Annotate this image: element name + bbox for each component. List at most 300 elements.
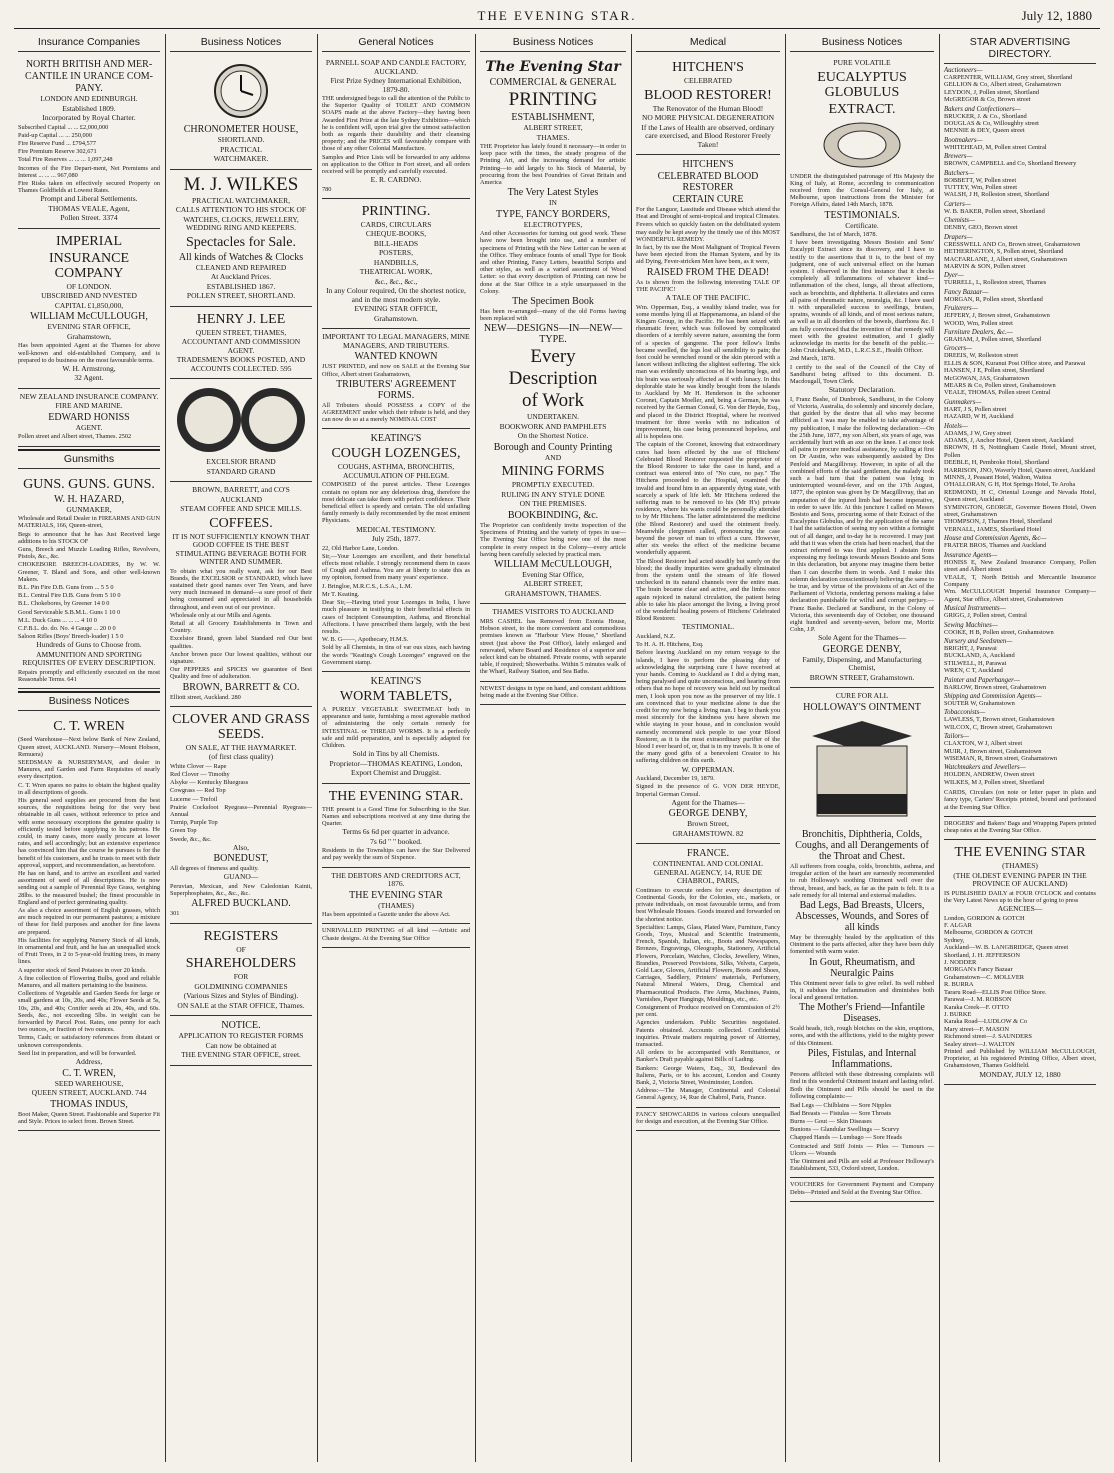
advert-line: All sufferers from coughs, colds, bronchitis, asthma, and irregular action of the heart are earnestly recommended to rub Holloway's soothing Ointment well over the throat, breast, and back, as far as the pain is felt. It is a safe remedy for all internal and external maladies.: [790, 862, 934, 899]
directory-entry: BUCKLAND, A, Auckland: [944, 652, 1015, 660]
advert-line: Fire Risks taken on effectively secured Property on Thames Goldfields at Lowest Rates.: [18, 179, 160, 195]
advert-block: [790, 1178, 934, 1201]
advert-block: [322, 199, 470, 330]
directory-entry: Wm. McCULLOUGH Imperial Insurance Company—Agent, Star office, Albert street, Grahamstown: [944, 588, 1096, 603]
directory-entry: BRIGHT, J, Parawai: [944, 644, 997, 652]
agency-entry: Karaka Creek—F. OTTO: [944, 1003, 1009, 1011]
advert-line: He has on hand, and to arrive an excellent and varied assortment of seed of all descriptions. He is now sending out a sample of Perennial Rye Grass, weighing 28lbs. to the measured bushel; the finest procurable in England and of perfect germinating quality.: [18, 869, 160, 906]
advert-line: (THAMES): [378, 900, 414, 910]
advert-line: Has been appointed a Gazette under the above Act.: [322, 911, 451, 919]
directory-category: Hotels—: [944, 422, 968, 430]
advert-line: POSTERS,: [379, 248, 413, 258]
advert-line: CURE FOR ALL: [835, 691, 889, 701]
advert-line: TRADESMEN'S BOOKS POSTED, AND ACCOUNTS COLLECTED. 595: [176, 355, 306, 373]
directory-entry: HETHERINGTON, S, Pollen street, Shortland: [944, 248, 1064, 256]
advert-line: THE undersigned begs to call the attention of the Public to the Superior Quality of TOILET AND COMMON SOAPS made at the above Factory—they having been Awarded First Prize at the late Sydney Exhibition—which he is confident will, upon trial give the utmost satisfaction both as regards their durability and their cleansing property; and the PRICES will favourably compare with those of any other Colonial Manufacture.: [322, 95, 470, 153]
advert-block: [480, 55, 626, 604]
directory-entry: MARVIN & SON, Pollen street: [944, 262, 1026, 270]
advert-line: All kinds of Watches & Clocks: [178, 251, 304, 263]
advert-line: W. H. Armstrong,: [62, 363, 116, 373]
advert-line: May be thoroughly healed by the application of this Ointment to the parts affected, after they have been duly fomented with warm water.: [790, 934, 934, 956]
advert-line: NEW ZEALAND INSURANCE COMPANY.: [19, 391, 159, 401]
advert-line: MEDICAL TESTIMONY.: [356, 524, 436, 534]
note-text: DROGERS' and Bakers' Bags and Wrapping Papers printed cheap rates at the Evening Star Office.: [944, 819, 1096, 835]
advert-line: Fevers which so quickly fasten on the debilitated system may easily be kept away by the timely use of this MOST WONDERFUL REMEDY.: [636, 221, 780, 243]
directory-entry: BRUCKER, J. & Co., Shortland: [944, 112, 1027, 120]
advert-block: [18, 55, 160, 229]
advert-line: FRANCE.: [687, 848, 729, 860]
advert-line: Total Fire Reserves ... ... ... 1,097,248: [18, 156, 113, 164]
advert-line: As also a choice assortment of English grasses, which are much required in our permanent pastures; a mixture of these for field purposes and another for fine lawns are prepared.: [18, 906, 160, 936]
advert-line: C. T. WREN,: [62, 1067, 116, 1079]
advert-line: In fact, by its use the Most Malignant of Tropical Fevers have been ejected from the Human System, and by its aid Dying, Fever-stricken Men have been, as it were,: [636, 244, 780, 266]
directory-entry: CLAXTON, W J, Albert street: [944, 740, 1023, 748]
advert-line: Certificate.: [845, 220, 879, 230]
advert-line: IT IS NOT SUFFICIENTLY KNOWN THAT GOOD COFFEE IS THE BEST STIMULATING BEVERAGE BOTH FOR WINTER AND SUMMER.: [172, 531, 310, 566]
advert-line: Samples and Price Lists will be forwarded to any address on application to the Office in Fort street, and all orders received will be promptly and carefully executed.: [322, 153, 470, 176]
advert-block: [480, 604, 626, 681]
advert-line: 2nd March, 1878.: [790, 355, 835, 363]
directory-category: Shipping and Commission Agents—: [944, 692, 1042, 700]
advert-line: J. Bringloe, M.R.C.S., L.S.A., L.M.: [322, 582, 413, 590]
advert-line: To H. A. H. Hitchens, Esq.: [636, 641, 704, 649]
directory-entry: WOOD, Wm, Pollen street: [944, 319, 1013, 327]
advert-line: Bad Breasts — Fistulas — Sore Throats: [790, 1109, 891, 1117]
advert-line: AGENT.: [75, 422, 103, 432]
directory-entry: WHITEHEAD, M, Pollen street Central: [944, 143, 1047, 151]
advert-line: PRACTICAL WATCHMAKER,: [192, 195, 290, 205]
advert-line: Agencies undertaken. Public Securities negotiated. Patents obtained. Accounts collected. Confidential inquiries. Private matters requiring power of Attorney, transacted.: [636, 1019, 780, 1048]
directory-entry: BOBBETT, W, Pollen street: [944, 176, 1017, 184]
advert-line: THEATRICAL WORK,: [359, 267, 433, 277]
advert-line: BOOKBINDING, &c.: [507, 509, 599, 521]
advert-line: A TALE OF THE PACIFIC.: [665, 293, 751, 303]
advert-line: BROWN, BARRETT, and CO'S: [192, 485, 290, 494]
advert-line: 32 Agent.: [74, 373, 104, 383]
advert-line: The Mother's Friend—Infantile Diseases.: [799, 1002, 925, 1025]
column-business-3: [786, 34, 938, 1462]
advert-line: The Proprietor can confidently invite inspection of the Specimens of Printing and the variety of types in use—The Evening Star Office being now one of the most complete in every respect in the Colony—every article having been carefully selected by practical men.: [480, 521, 626, 558]
directory-entry: VERNALL, JAMES, Shortland Hotel: [944, 525, 1042, 533]
advert-line: STANDARD GRAND: [206, 466, 276, 476]
directory-entry: WILCOX, C, Brown street, Grahamstown: [944, 723, 1053, 731]
advert-line: NEW—DESIGNS—IN—NEW—TYPE.: [483, 323, 623, 346]
advert-line: Scald heads, itch, rough blotches on the skin, eruptions, sores, and with the afflictions, yield to the mighty power of this Ointment.: [790, 1025, 934, 1047]
directory-note: [944, 817, 1096, 840]
advert-line: Elliott street, Auckland. 280: [170, 693, 241, 701]
advert-line: Prairie Cocksfoot Ryegrass—Perennial Ryegrass—Annual: [170, 803, 312, 818]
advert-line: B.L. Central Fire D.B. Guns from 5 10 0: [18, 592, 121, 600]
advert-line: Guns, Breech and Muzzle Loading Rifles, Revolvers, Pistols, &c., &c.: [18, 545, 160, 561]
advert-line: Bankers: George Waters, Esq., 30, Boulevard des Italiens, Paris, or to his account, London and County Bank, 2, Victoria Street, Westminster, London.: [636, 1064, 780, 1087]
advert-line: Pollen Street. 3374: [60, 213, 118, 223]
directory-entry: STILWELL, H, Parawai: [944, 659, 1007, 667]
advert-line: The Specimen Book: [512, 296, 594, 308]
advert-line: IN: [549, 198, 557, 208]
advert-line: This Ointment never fails to give relief. Its well rubbed in, it subdues the inflammation and diminishes both local and general irritation.: [790, 979, 934, 1002]
directory-entry: REDMOND, H C, Oriental Lounge and Nevada Hotel, Queen street, Auckland: [944, 488, 1096, 504]
advert-line: CONTINENTAL AND COLONIAL GENERAL AGENCY, 14, RUE DE CHABROL, PARIS,: [653, 859, 763, 886]
advert-line: HOLLOWAY'S OINTMENT: [803, 701, 921, 713]
advert-line: Sold in Tins by all Chemists.: [352, 749, 440, 759]
advert-line: COUGH LOZENGES,: [331, 446, 461, 462]
directory-category: Gunmakers—: [944, 398, 982, 406]
advert-line: Can now be obtained at: [205, 1040, 277, 1050]
directory-entry: MENNIE & DEY, Queen street: [944, 127, 1025, 135]
advert-line: TESTIMONIALS.: [824, 209, 900, 221]
directory-category: Bootmakers—: [944, 136, 983, 144]
advert-line: GUNMAKER,: [66, 504, 112, 514]
directory-category: Sewing Machines—: [944, 621, 998, 629]
advert-line: WORM TABLETS,: [339, 688, 453, 704]
advert-line: HITCHEN'S: [672, 60, 744, 75]
advert-line: PANY.: [75, 83, 103, 94]
footer-published: IS PUBLISHED DAILY at FOUR O'CLOCK and contains the Very Latest News up to the hour of going to press: [944, 889, 1096, 904]
advert-line: PROMPTLY EXECUTED.: [511, 480, 595, 490]
agency-entry: MORGAN's Fancy Bazaar: [944, 966, 1013, 974]
advert-line: Collections of Vegetable and Garden Seeds for large or small gardens at 10s, 20s, and 40s; Flower Seeds at 5s, 10s, 20s, and 40s; Conifer seeds at 20s, 40s, and 60s. Seeds, &c., not exceeding 5lbs. in weight can be forwarded by Parcel Post. Rates, one penny for each two ounces, or fraction of two ounces.: [18, 990, 160, 1034]
advert-line: Fire Reserve Fund ... £794,577: [18, 139, 97, 147]
advert-line: Also,: [232, 842, 250, 852]
advert-line: JUST PRINTED, and now on SALE at the Evening Star Office, Albert street Grahamstown,: [322, 363, 470, 378]
directory-entry: COOKE, H B, Pollen street, Grahamstown: [944, 628, 1054, 636]
directory-entry: FRATER BROS, Thames and Auckland: [944, 542, 1047, 550]
directory-entry: WREN, C T, Auckland: [944, 667, 1003, 675]
advert-line: SHAREHOLDERS: [185, 956, 297, 972]
advert-line: COFFEES.: [209, 515, 273, 531]
advert-line: Sold by all Chemists, in tins of var ous sizes, each having the words "Keating's Cough Lozenges" engraved on the Government stamp.: [322, 644, 470, 666]
advert-line: PRINTING: [508, 89, 598, 110]
agency-entry: Shortland, J. H. JEFFERSON: [944, 951, 1020, 959]
directory-category: Grocers—: [944, 345, 973, 353]
directory-category: Dyer—: [944, 272, 964, 280]
advert-line: AMMUNITION AND SPORTING REQUISITES OF EVERY DESCRIPTION.: [22, 649, 156, 668]
directory-entry: SOUTER W, Grahamstown: [944, 699, 1015, 707]
advert-line: The captain of the Coronet, knowing that extraordinary cures had been effected by the use of Hitchens' Celebrated Blood Restorer requested the proprietor of the Blood Restorer to take the case in hand, and a contract was entered into of "No cure, no pay." The Hitchens proceeded to the Hospital, examined the invalid and found him in an apparently dying state, with scarcely a spark of life left. Mr Hitchens ordered the suffering man to be removed to his (Mr H's) private residence, where his wants could be personally attended to by Mr Hitchens. The latter administered the medicine (the Blood Restorer) and used the ointment freely. Meanwhile clergymen called, pronouncing the case beyond the power of man to effect a cure. However, after six weeks the effect of the medicine became wonderfully apparent.: [636, 441, 780, 557]
advert-line: Sole Agent for the Thames—: [818, 633, 906, 643]
advert-line: Cowgrass — Red Top: [170, 787, 226, 795]
advert-line: Every: [530, 346, 576, 368]
advert-line: PRINTING.: [361, 203, 431, 219]
advert-line: OF: [236, 944, 246, 954]
advert-block: [170, 55, 312, 170]
advert-line: Dear Sir,—Having tried your Lozenges in India, I have much pleasure in testifying to their beneficial effects in cases of Incipient Consumption, Asthma, and Bronchial Affections. I have prescribed them largely, with the best results.: [322, 599, 470, 635]
advert-line: QUEEN STREET, THAMES,: [195, 327, 287, 337]
advert-line: UNRIVALLED PRINTING of all kind —Artistic and Chaste designs. At the Evening Star Office: [322, 927, 470, 942]
advert-line: BROWN, BARRETT & CO.: [182, 681, 300, 693]
advert-line: CHRONOMETER HOUSE,: [183, 124, 299, 135]
advert-line: PARNELL SOAP AND CANDLE FACTORY, AUCKLAND.: [325, 58, 467, 76]
advert-block: [322, 55, 470, 199]
advert-line: UNDERTAKEN.: [526, 412, 580, 422]
advert-line: WATCHES, CLOCKS, JEWELLERY, WEDDING RING AND KEEPERS.: [183, 214, 299, 232]
advert-line: His facilities for supplying Nursery Stock of all kinds, in ornamental and fruit, and he has an unequalled stock of Fruit Trees, in 2 to 5-year-old fruiting trees, in many lines.: [18, 936, 160, 966]
advert-line: Contracted and Stiff Joints — Piles — Tumours — Ulcers — Wounds: [790, 1142, 934, 1157]
directory-entry: MORGAN, R, Pollen street, Shortland: [944, 295, 1043, 303]
advert-line: M. J. WILKES: [183, 173, 299, 195]
advert-line: THOMAS INDUS,: [50, 1098, 128, 1110]
advert-line: GUANO—: [223, 872, 259, 882]
advert-line: CAPITAL £1,850,000,: [54, 300, 124, 310]
advert-line: Excelsior Brand, green label Standard red Our best qualities.: [170, 635, 312, 650]
advert-line: PRACTICAL: [220, 144, 262, 154]
advert-line: Specialties: Lamps, Glass, Plated Ware, Furniture, Fancy Goods, Toys, Musical and Scientific Instruments, French, Spanish, Italian, etc., Boots and Newspapers, Bronzes, Engravings, Oleographs, Stationery, Artificial Flowers, Porcelain, Watches, Clocks, Jewellery, Wines, Brandies, Preserved Provisions, Silks, Velvets, Carpets, Gold Lace, Gloves, Artificial Flowers, Boots and Shoes, Carriages, Saddlery, Printers' materials, Perfumery, Natural Mineral Waters, Drug, Chemical and Pharmaceutical Products. Fire Arms, Machines, Paints, Varnishes, Paper Hangings, Mouldings, etc., etc.: [636, 923, 780, 1003]
agency-entry: Mary street—F. MASON: [944, 1025, 1009, 1033]
advert-line: Borough and County Printing: [493, 441, 613, 453]
advert-line: Bunions — Glandular Swellings — Scurvy: [790, 1126, 900, 1134]
advert-line: Address,: [75, 1057, 103, 1067]
advert-line: A PURELY VEGETABLE SWEETMEAT both in appearance and taste, furnishing a most agreeable method of administering the only certain remedy for INTESTINAL or THREAD WORMS. It is a perfectly safe and mild preparation, and is especially adapted for Children.: [322, 705, 470, 749]
column-insurance: [14, 34, 164, 1462]
advert-line: The Blood Restorer had acted steadily but surely on the blood; the deadly impurities were gradually eliminated from the system until the stream of life flowed unchecked in its natural channels over the entire man. The brain became clear and active, and the limbs once again rejoiced in natural circulation, the patient being able to take his place amongst the living, a living proof of the wonderful healing powers of Hitchens' Celebrated Blood Restorer.: [636, 557, 780, 623]
directory-entry: SYMINGTON, GEORGE, Governor Bowen Hotel, Owen street, Grahamstown: [944, 503, 1096, 519]
advert-block: [636, 1108, 780, 1131]
advert-line: PURE VOLATILE: [833, 58, 891, 67]
advert-line: Lucerne — Trefoil: [170, 795, 218, 803]
advert-line: WANTED KNOWN: [354, 351, 438, 363]
advert-line: Good Serviceable S.B.M.L. Guns 1 10 0: [18, 608, 121, 616]
directory-entry: GRAHAM, J, Pollen street, Shortland: [944, 335, 1042, 343]
advert-line: ESTABLISHMENT,: [511, 112, 595, 123]
advert-line: Bad Legs, Bad Breasts, Ulcers, Abscesses, Wounds, and Sores of all kinds: [795, 900, 929, 933]
advert-line: WILLIAM McCULLOUGH,: [30, 311, 148, 323]
advert-line: FANCY SHOWCARDS in various colours unequalled for design and execution, at the Evening Star Office.: [636, 1110, 780, 1125]
advert-line: Before leaving Auckland on my return voyage to the islands, I have to perform the pleasing duty of acknowledging the surprising cure I have received at your hands. Coming to Auckland as I did a dying man, being paralysed and quite unconscious, and hearing from others that no hope of recovery was held out by medical men, I look upon you now as the preserver of my life. I am convinced that to your medicine alone is due the credit for my now being a living man. I beg to thank you most sincerely for the kindness you have shown me while staying in your house, and in conclusion would earnestly recommend sick people to use your Blood Restorer, as it is the most extraordinary purifier of the blood I ever heard of, or, that is in my travels. It is one of the many good gifts of a benevolent Creator to his suffering children on this earth.: [636, 649, 781, 765]
advert-line: LONDON AND EDINBURGH.: [40, 94, 138, 103]
directory-category: Drapers—: [944, 233, 973, 241]
directory-category: Tailors—: [944, 733, 970, 741]
directory-entry: DENBY, GEO, Brown street: [944, 224, 1018, 232]
advert-line: Both the Ointment and Pills should be used in the following complaints:—: [790, 1086, 934, 1101]
agency-entry: R. BURRA: [944, 981, 974, 989]
advert-line: CANTILE IN URANCE COM-: [24, 71, 154, 82]
agency-entry: Tararu Road—ELLIS Post Office Store.: [944, 988, 1047, 996]
advert-line: 780: [322, 185, 332, 193]
directory-entry: ADAMS, J W, Grey street: [944, 429, 1012, 437]
directory-entry: MACFARLANE, J, Albert street, Grahamstown: [944, 255, 1067, 263]
advert-line: Brown Street,: [687, 819, 729, 829]
directory-entry: WISEMAN, R, Brown street, Grahamstown: [944, 755, 1058, 762]
advert-line: Agent for the Thames—: [671, 797, 745, 807]
column-header: Business Notices: [790, 34, 934, 52]
advert-line: Wm. Opperman, Esq., a wealthy island trader, was for some months lying ill at Happenamoma, an island of the Kingsm Group, in the Pacific. He has been seized with rheumatic fever, which was followed by complicated disorders of a terribly severe nature, assuming the form of a species of gangrene. The poor fellow's limbs became swelled, the legs lost all sensibility to pain; the foot could be wrenched round or the skin pierced with a lancet without inflicting the slightest suffering. The sick man was evidently unconscious of his bearing legs, and his brain was seriously affected as if with lunacy. In this deplorable state he was kindly brought from the islands to Auckland by Mr H. Henderson in the schooner Coronet, Captain Moeller, and, being a German, he was received by the German Consul, G. Von der Heyde, Esq., and placed in the District Hospital, where he received treatment for three weeks with no indication of improvement, his case being pronounced hopeless, and all is hopeless one.: [636, 303, 780, 441]
coffee-brand-badges-icon: [171, 385, 311, 455]
advert-line: July 25th, 1877.: [371, 534, 421, 544]
holloways-ointment-pot-icon: [802, 716, 922, 826]
directory-category: Carters—: [944, 200, 971, 208]
advert-line: ALBERT STREET,: [523, 579, 583, 589]
advert-line: Proprietor—THOMAS KEATING, London,: [329, 758, 463, 768]
advert-line: A superior stock of Seed Potatoes in over 20 kinds.: [18, 966, 147, 974]
advert-line: Seed list in preparation, and will be forwarded.: [18, 1049, 137, 1057]
directory-entry: HANSEN, J E, Pollen street, Shortland: [944, 367, 1045, 375]
advert-line: ELECTROTYPES,: [523, 219, 583, 229]
column-header: STAR ADVERTISING DIRECTORY.: [944, 34, 1096, 64]
directory-entry: ADAMS, J, Anchor Hotel, Queen street, Auckland: [944, 437, 1074, 444]
advert-line: Auckland, N.Z.: [636, 632, 676, 640]
advert-line: W. H. HAZARD,: [54, 493, 124, 505]
advert-line: INSURANCE COMPANY: [48, 250, 130, 281]
advert-line: Export Chemist and Druggist.: [351, 768, 441, 778]
advert-line: Continues to execute orders for every description of Continental Goods, for the Colonies, etc., markets, or private individuals, on most favourable terms, and from best Wholesale Houses. Goods insured and forwarded on the shortest notice.: [636, 886, 780, 923]
agency-entry: J. BURKE: [944, 1010, 972, 1018]
advert-line: BOOKWORK AND PAMPHLETS: [499, 421, 607, 431]
directory-entry: TURRELL, L, Rolleston street, Thames: [944, 279, 1047, 287]
advert-line: Has been appointed Agent at the Thames for above well-known and old-established Company, and is prepared to do business on the most favourable terms.: [18, 342, 160, 364]
advert-line: Begs to announce that he has Just Received large additions to his STOCK OF: [18, 530, 160, 545]
advert-line: Bronchitis, Diphtheria, Colds, Coughs, and all Derangements of the Throat and Chest.: [795, 828, 929, 862]
advert-line: M.L. Duck Guns ... ... ... 4 10 0: [18, 616, 97, 624]
advert-line: STEAM COFFEE AND SPICE MILLS.: [180, 504, 302, 513]
advert-line: Statutory Declaration.: [828, 385, 896, 395]
advert-line: SEED WAREHOUSE,: [54, 1078, 124, 1088]
footer-agencies: AGENCIES—: [997, 904, 1043, 914]
advert-line: ON SALE at the STAR OFFICE, Thames.: [177, 1000, 305, 1010]
advert-line: CHEQUE-BOOKS,: [365, 229, 427, 239]
column-header: Medical: [636, 34, 780, 52]
advert-line: White Clover — Rape: [170, 762, 227, 770]
advert-line: E. R. CARDNO.: [370, 175, 422, 185]
advert-line: &c., &c., &c.,: [374, 276, 418, 286]
advert-line: Sandhurst, the 1st of March, 1878.: [790, 231, 878, 239]
advert-line: W. OPPERMAN.: [681, 764, 735, 774]
advert-line: NORTH BRITISH AND MER-: [25, 59, 153, 70]
advert-line: If the Laws of Health are observed, ordinary care exercised, and Blood Restorer Freely Taken!: [641, 122, 775, 149]
directory-category: Nursery and Seedsmen—: [944, 637, 1013, 645]
directory-entry: MINNS, J, Peasant Hotel, Walton, Waitoa: [944, 474, 1052, 482]
advert-line: THAMES.: [536, 132, 570, 142]
advert-line: A fine collection of Flowering Bulbs, good and reliable Manures, and all matters pertaining to the business.: [18, 974, 160, 989]
advert-line: GOLDMINING COMPANIES: [194, 981, 288, 991]
directory-entry: HONISS E, New Zealand Insurance Company, Pollen street and Albert street: [944, 558, 1096, 574]
directory-entry: ELLIS & SON, Kuranui Post Office store, and Parawai: [944, 359, 1086, 367]
advert-line: THE present is a Good Time for Subscribing to the Star. Names and subscriptions received at any time during the Quarter.: [322, 805, 470, 828]
directory-category: Bakers and Confectioners—: [944, 105, 1021, 113]
advert-line: All degrees of fineness and quality.: [170, 865, 259, 873]
advert-line: Retail at all Grocery Establishments in Town and Country.: [170, 619, 312, 635]
advert-line: 22, Old Harbor Lane, London.: [322, 544, 399, 552]
advert-line: SEEDSMAN & NURSERYMAN, and dealer in Manures, and Garden and Farm Requisites of nearly every description.: [18, 758, 160, 781]
agency-entry: Richmond street—J. SAUNDERS: [944, 1033, 1032, 1041]
advert-line: BILL-HEADS: [373, 238, 419, 248]
advert-line: Turnip, Purple Top: [170, 819, 218, 827]
advert-line: Residents in the Townships can have the Star Delivered and pay weekly the sum of Sixpence.: [322, 847, 470, 862]
advert-line: IMPERIAL: [55, 233, 123, 249]
advert-block: [170, 482, 312, 707]
royal-seal-icon: [817, 120, 907, 170]
advert-line: Sir,—Your Lozenges are excellent, and their beneficial effects most reliable. I strongly recommend them in cases of Cough and Asthma. You are at liberty to state this as my opinion, formed from many years' experience.: [322, 552, 470, 582]
column-header: Business Notices: [170, 34, 312, 52]
advert-line: C. T. Wren spares no pains to obtain the highest quality in all descriptions of goods.: [18, 781, 160, 796]
advert-block: [170, 170, 312, 307]
publication-footer: [944, 840, 1096, 1085]
note-text: CARDS, Circulars (on note or letter paper in plain and fancy type, Carters' Receipts printed, bound and perforated at the Evening Star Office.: [944, 789, 1096, 811]
advert-line: Signed in the presence of G. VON DER HEYDE, Imperial German Consul.: [636, 783, 780, 798]
directory-entry: GRIGG, J, Pollen street, Central: [944, 612, 1027, 620]
advert-line: And other Accessories for turning out good work. These have now been brought into use, and a number of specimens of Printing with the New Letter can be seen at the Office. They embrace founts of small Type for Book and other Printing, Fancy Letters, beautiful Scripts and other styles, as well as a varied assortment of Wood Letter: so that every description of Printing can now be done at the Star Office in a style unsurpassed in the Colony.: [480, 230, 626, 295]
advert-line: HENRY J. LEE: [196, 311, 286, 327]
advert-block: [170, 307, 312, 380]
advert-line: Burns — Gout — Skin Diseases: [790, 1118, 872, 1126]
directory-category: Watchmakers and Jewellers—: [944, 764, 1026, 772]
advert-line: POLLEN STREET, SHORTLAND.: [186, 291, 296, 300]
advert-line: Peruvian, Mexican, and New Caledonian Kainit, Superphosphates, &c., &c., &c.: [170, 882, 312, 898]
advert-line: UBSCRIBED AND NVESTED: [41, 291, 137, 301]
agency-entry: Auckland—W. B. LANGBRIDGE, Queen street: [944, 944, 1069, 952]
advert-line: KEATING'S: [370, 433, 422, 445]
advert-line: All Tributers should POSSESS a COPY of the AGREEMENT under which their tribute is held, and they can now do so at a merely NOMINAL COST: [322, 401, 470, 424]
agency-entry: Grahamstown—C. MOLLVER: [944, 973, 1024, 981]
advert-line: CERTAIN CURE: [672, 194, 744, 205]
footer-oldest: (THE OLDEST EVENING PAPER IN THE PROVINCE OF AUCKLAND): [953, 870, 1087, 889]
directory-entry: CARPENTER, WILLIAM, Grey street, Shortland: [944, 74, 1073, 81]
advert-line: Incorporated by Royal Charter.: [42, 113, 136, 122]
advert-line: The Very Latest Styles: [507, 187, 599, 199]
directory-entry: WALSH, J H, Rolleston street, Shortland: [944, 191, 1050, 199]
advert-line: I certify to the seal of the Council of the City of Sandhurst being affixed to this document. D. Macdougall, Town Clerk.: [790, 363, 934, 386]
advert-line: BLOOD RESTORER!: [644, 87, 772, 103]
advert-line: I, Franz Bashe, of Dunbrook, Sandhurst, in the Colony of Victoria, Australia, do solemnly and sincerely declare, that guided by the desire that all who may become afflicted as I was may be enabled to take advantage of my publication, I make the following declaration:—On the 25th June, 1877, my son Albert, six years of age, was accidentally hurt with an axe on the knee. I at once took all pains to procure medical assistance, by calling at first on Dr Austin, who was subsequently assisted by Drs Penfold and Macgillivray. However, in spite of all the combined efforts of the said gentlemen, the malady took such a bad turn that the patient was lying in uninterrupted wound-fever, and on the 17th August, 1877, the opinion was given by Dr Macgillivray, that an amputation of the injured limb had become imperative, in order to save life. At this juncture I called on Messrs Bosisto and Sons, procuring some of their Extract of the Eucalyptus Globulus, and by the application of the same I had the satisfaction of seeing my son within a fortnight out of all danger, and to-day he is recovered. I may just add that it was when the crisis had been reached, that the extract referred to was first applied. I abstain from expressing my feelings towards Messrs Bosisto and Sons in this declaration, but anyone may imagine them better than I can describe them in words. And I make this solemn declaration conscientiously believing the same to be true, and by virtue of the provisions of an Act of the Parliament of Victoria, rendering persons making a false declaration punishable for wilful and corrupt perjury.—Franz Bashe. Declared at Sandhurst, in the Colony of Victoria, this seventeenth day of October, one thousand eight hundred and seventy-seven, before me, Moritz Cohn, J.P.: [790, 395, 934, 634]
directory-entry: LEYDON, J, Pollen street, Shortland: [944, 88, 1039, 96]
advert-line: Address:—The Manager, Continental and Colonial General Agency, 14, Rue de Chabrol, Paris, France.: [636, 1087, 780, 1102]
column-directory: [940, 34, 1100, 1462]
advert-line: Hundreds of Guns to Choose from.: [36, 640, 142, 650]
directory-category: Fruiterers—: [944, 305, 978, 313]
advert-block: [18, 472, 160, 690]
advert-line: CHOKEBORE BREECH-LOADERS, By W. W. Greener, T. Bland and Sons, and other well-known Makers.: [18, 561, 160, 583]
advert-block: [18, 229, 160, 389]
advert-line: QUEEN STREET, AUCKLAND. 744: [31, 1088, 147, 1098]
advert-line: Description: [508, 368, 598, 390]
advert-line: (Seed Warehouse—Next below Bank of New Zealand, Queen street, AUCKLAND. Nursery—Mount Hobson, Remuera): [18, 736, 160, 758]
directory-entry: BROWN, CAMPBELL and Co, Shortland Brewery: [944, 160, 1077, 168]
column-business-2: [476, 34, 630, 1462]
advert-line: COMMERCIAL & GENERAL: [489, 77, 617, 88]
advert-line: Our PEPPERS and SPICES we guarantee of Best Quality and free of adulteration.: [170, 666, 312, 681]
advert-line: COMPOSED of the purest articles. These Lozenges contain no opium nor any deleterious drug, therefore the most delicate can take them with perfect confidence. Their beneficial effect is speedy and certain. The old unfailing family remedy is daily recommended by the most eminent Physicians.: [322, 481, 470, 525]
advert-line: B.L. Pin Fire D.B. Guns from ... 5 5 0: [18, 583, 114, 591]
advert-line: Green Top: [170, 827, 197, 835]
advert-block: [18, 714, 160, 1131]
directory-entry: GELLION & Co, Albert street, Grahamstown: [944, 81, 1061, 89]
advert-line: GEORGE DENBY,: [668, 808, 748, 820]
advert-line: ALFRED BUCKLAND.: [191, 898, 291, 910]
advert-line: On the Shortest Notice.: [517, 431, 589, 441]
advert-line: ALBERT STREET,: [523, 123, 583, 132]
advert-line: THE EVENING STAR.: [328, 788, 464, 804]
advert-line: Spectacles for Sale.: [185, 234, 296, 250]
advert-line: NO MORE PHYSICAL DEGENERATION: [641, 113, 774, 122]
advert-line: EVENING STAR OFFICE,: [47, 322, 131, 332]
advert-line: KEATING'S: [370, 675, 422, 687]
advert-line: CALLS ATTENTION TO HIS STOCK OF: [175, 205, 307, 214]
advert-line: CARDS, CIRCULARS: [360, 219, 432, 229]
directory-category: Tobacconists—: [944, 709, 986, 717]
directory-entry: DEEBLE, H, Pembroke Hotel, Shortland: [944, 459, 1050, 467]
advert-line: THAMES VISITORS TO AUCKLAND: [492, 607, 614, 617]
advert-line: EXCELSIOR BRAND: [206, 457, 276, 466]
advert-line: C.F.B.L. do. do. No. 4 Gauge ... 20 0 0: [18, 624, 116, 632]
directory-category: House and Commission Agents, &c—: [944, 535, 1047, 543]
agency-entry: F. ALGAR: [944, 922, 972, 930]
advert-line: ON THE PREMISES.: [519, 499, 587, 509]
advert-line: CLOVER AND GRASS SEEDS.: [172, 711, 310, 742]
section-header: Gunsmiths: [18, 449, 160, 469]
advert-line: In Gout, Rheumatism, and Neuralgic Pains: [809, 956, 915, 979]
advert-line: Persons afflicted with these distressing complaints will find in this wonderful Ointment instant and lasting relief.: [790, 1070, 934, 1086]
advert-line: Consignment of Produce received on Commission of 2½ per cent.: [636, 1003, 780, 1019]
directory-entry: MUIR, J, Brown street, Grahamstown: [944, 747, 1042, 755]
